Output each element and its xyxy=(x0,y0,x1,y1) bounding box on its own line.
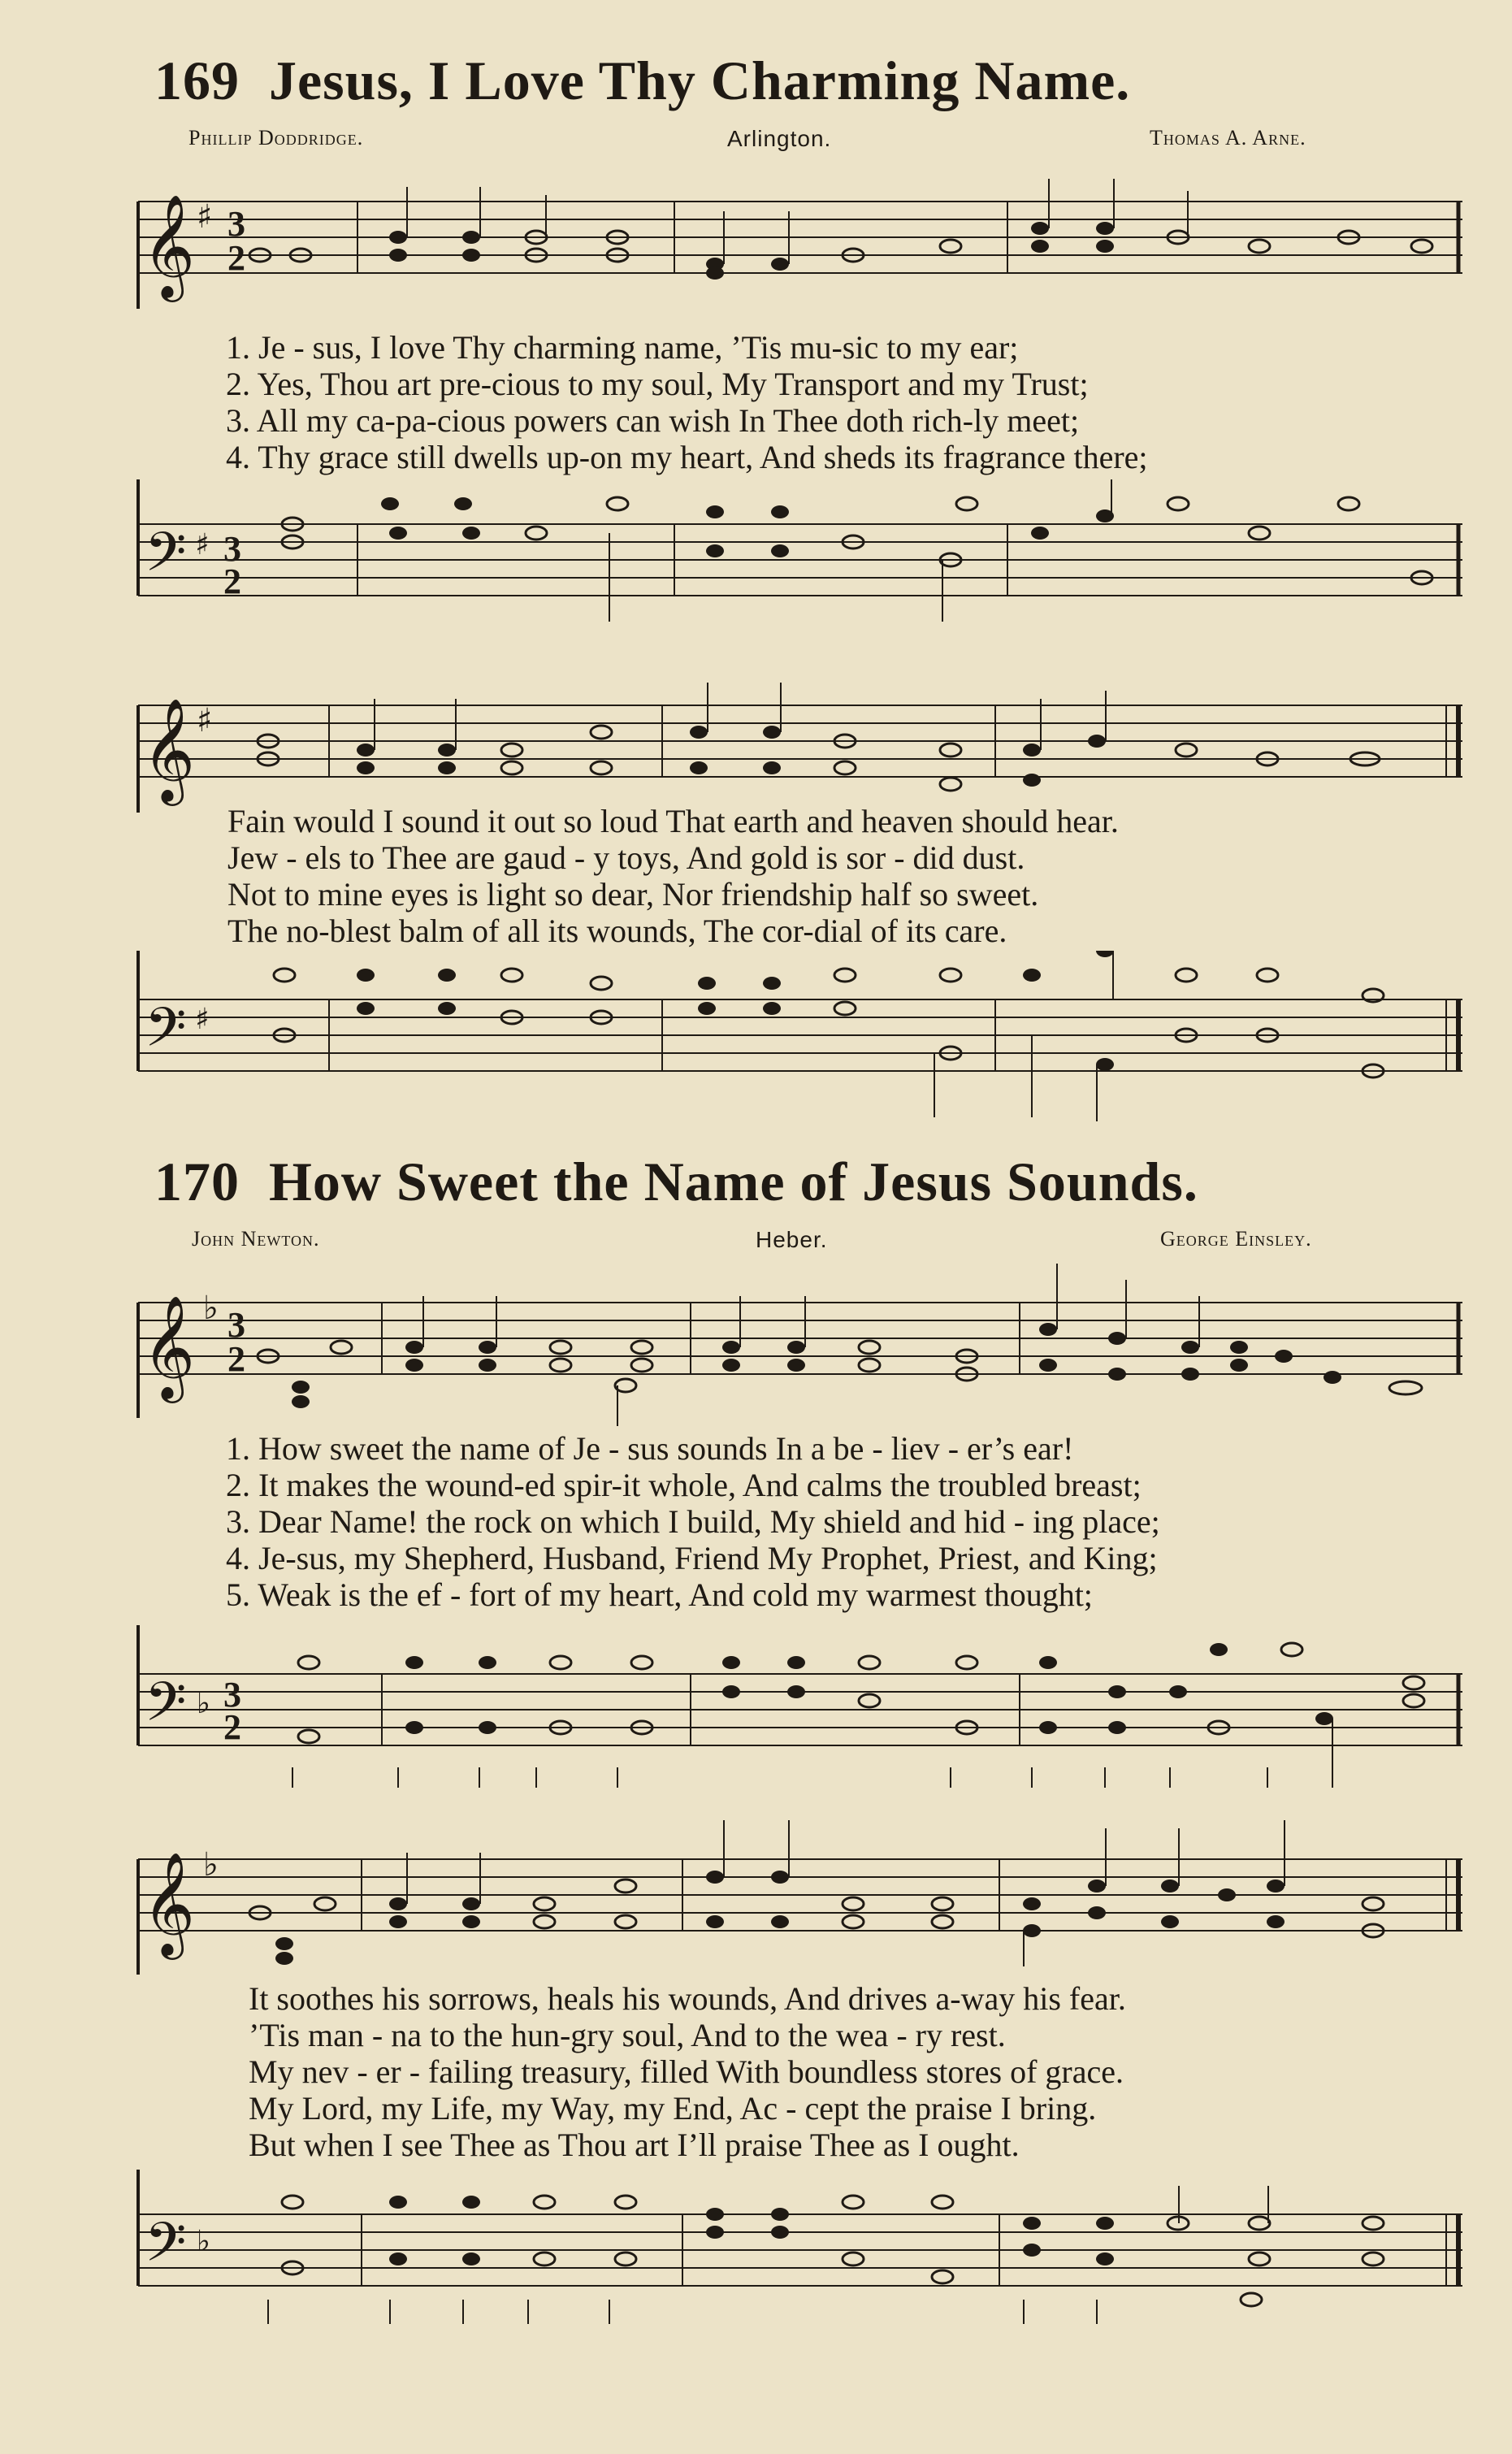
svg-text:𝄢: 𝄢 xyxy=(145,996,187,1072)
svg-text:♯: ♯ xyxy=(197,198,213,236)
verse-line: Not to mine eyes is light so dear, Nor friendship half so sweet. xyxy=(227,876,1039,913)
svg-text:𝄞: 𝄞 xyxy=(142,1294,196,1398)
svg-text:𝄢: 𝄢 xyxy=(145,1671,187,1746)
svg-text:2: 2 xyxy=(227,1339,245,1379)
svg-text:3: 3 xyxy=(227,204,245,244)
verse-line: 3. All my ca-pa-cious powers can wish In Thee doth rich-ly meet; xyxy=(226,402,1080,439)
verse-line: 3. Dear Name! the rock on which I build, My shield and hid - ing place; xyxy=(226,1503,1160,1540)
svg-text:𝄢: 𝄢 xyxy=(145,2211,187,2287)
author: Phillip Doddridge. xyxy=(188,126,364,150)
svg-text:♭: ♭ xyxy=(197,1687,210,1720)
hymn-169-bass-staff-1 xyxy=(122,479,1471,626)
hymn-169-title xyxy=(154,49,1130,113)
svg-text:2: 2 xyxy=(227,238,245,278)
hymn-170-treble-staff-2 xyxy=(122,1820,1471,1983)
hymn-169-verses-part2 xyxy=(227,803,1119,949)
hymn-170-title xyxy=(154,1150,1198,1214)
composer: Thomas A. Arne. xyxy=(1150,126,1306,150)
verse-line: Fain would I sound it out so loud That earth and heaven should hear. xyxy=(227,803,1119,839)
svg-text:2: 2 xyxy=(223,1707,241,1747)
hymn-169-treble-staff-2 xyxy=(122,650,1471,813)
svg-text:♭: ♭ xyxy=(203,1846,219,1884)
verse-line: 1. Je - sus, I love Thy charming name, ’Tis mu-sic to my ear; xyxy=(226,329,1019,366)
svg-text:♭: ♭ xyxy=(203,1290,219,1327)
hymn-title-text: How Sweet the Name of Jesus Sounds. xyxy=(269,1151,1198,1212)
hymn-169-credits xyxy=(0,126,1512,158)
hymn-170-credits xyxy=(0,1227,1512,1260)
hymn-170-bass-staff-1 xyxy=(122,1625,1471,1804)
svg-text:3: 3 xyxy=(223,1675,241,1715)
hymn-number: 169 xyxy=(154,50,240,111)
verse-line: 4. Je-sus, my Shepherd, Husband, Friend My Prophet, Priest, and King; xyxy=(226,1540,1158,1576)
hymn-169-bass-staff-2 xyxy=(122,951,1471,1129)
hymn-170-treble-staff-1 xyxy=(122,1264,1471,1426)
verse-line: It soothes his sorrows, heals his wounds, And drives a-way his fear. xyxy=(249,1980,1126,2017)
hymn-number: 170 xyxy=(154,1151,240,1212)
svg-text:♭: ♭ xyxy=(197,2225,210,2258)
svg-text:𝄢: 𝄢 xyxy=(145,521,187,596)
verse-line: ’Tis man - na to the hun-gry soul, And to the wea - ry rest. xyxy=(249,2017,1006,2053)
hymn-170-bass-staff-2 xyxy=(122,2170,1471,2332)
svg-text:♯: ♯ xyxy=(195,528,210,561)
composer: George Einsley. xyxy=(1160,1227,1312,1251)
verse-line: The no-blest balm of all its wounds, The cor-dial of its care. xyxy=(227,913,1007,949)
verse-line: 4. Thy grace still dwells up-on my heart, And sheds its fragrance there; xyxy=(226,439,1148,475)
svg-text:♯: ♯ xyxy=(197,702,213,739)
svg-text:2: 2 xyxy=(223,561,241,601)
verse-line: Jew - els to Thee are gaud - y toys, And gold is sor - did dust. xyxy=(227,839,1025,876)
tune-name: Heber. xyxy=(756,1227,828,1252)
hymn-169-verses-part1 xyxy=(226,329,1148,475)
tune-name: Arlington. xyxy=(727,126,832,151)
author: John Newton. xyxy=(192,1227,320,1251)
svg-text:3: 3 xyxy=(223,529,241,569)
svg-text:𝄞: 𝄞 xyxy=(142,1851,196,1955)
hymn-title-text: Jesus, I Love Thy Charming Name. xyxy=(269,50,1131,111)
verse-line: 1. How sweet the name of Je - sus sounds In a be - liev - er’s ear! xyxy=(226,1430,1074,1467)
hymn-169-treble-staff-1 xyxy=(122,163,1471,325)
verse-line: But when I see Thee as Thou art I’ll praise Thee as I ought. xyxy=(249,2127,1020,2163)
verse-line: 2. Yes, Thou art pre-cious to my soul, My Transport and my Trust; xyxy=(226,366,1089,402)
verse-line: My nev - er - failing treasury, filled With boundless stores of grace. xyxy=(249,2053,1124,2090)
verse-line: 2. It makes the wound-ed spir-it whole, And calms the troubled breast; xyxy=(226,1467,1142,1503)
verse-line: My Lord, my Life, my Way, my End, Ac - cept the praise I bring. xyxy=(249,2090,1097,2127)
svg-text:3: 3 xyxy=(227,1305,245,1345)
hymn-170-verses-part1 xyxy=(226,1430,1160,1613)
svg-text:𝄞: 𝄞 xyxy=(142,193,196,297)
hymn-170-verses-part2 xyxy=(249,1980,1126,2163)
svg-text:𝄞: 𝄞 xyxy=(142,697,196,801)
verse-line: 5. Weak is the ef - fort of my heart, And cold my warmest thought; xyxy=(226,1576,1093,1613)
svg-text:♯: ♯ xyxy=(195,1003,210,1036)
